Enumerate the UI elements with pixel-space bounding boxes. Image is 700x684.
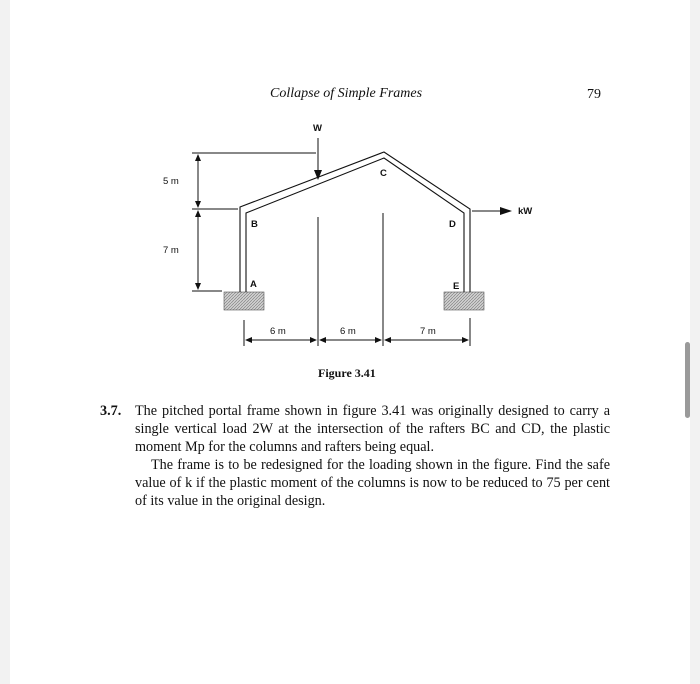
frame	[240, 152, 470, 292]
label-load-w: W	[313, 123, 322, 134]
label-node-a: A	[250, 279, 257, 290]
problem-3-7	[100, 402, 610, 510]
running-title: Collapse of Simple Frames	[270, 86, 423, 101]
dim-rise-height: 5 m	[163, 176, 179, 187]
right-support-base	[444, 292, 484, 310]
page-number: 79	[587, 87, 601, 102]
dim-span-2: 6 m	[340, 326, 356, 337]
dim-span-1: 6 m	[270, 326, 286, 337]
figure-caption: Figure 3.41	[318, 366, 376, 380]
problem-paragraph-2: The frame is to be redesigned for the loading shown in the figure. Find the safe value of k if the plastic moment of the columns is now to be reduced to 75 per cent of its value in the original design.	[135, 457, 610, 509]
label-node-c: C	[380, 168, 387, 179]
load-w-arrow	[314, 138, 322, 180]
problem-paragraph-1	[100, 402, 610, 456]
load-kw-arrow	[472, 207, 512, 215]
left-support-base	[224, 292, 264, 310]
problem-statement: The pitched portal frame shown in figure 3.41 was originally designed to carry a single vertical load 2W at the intersection of the rafters BC and CD, the plastic moment Mp for the columns and rafters being equal.	[135, 403, 610, 455]
problem-number: 3.7.	[100, 403, 122, 419]
label-load-kw: kW	[518, 206, 533, 217]
dim-column-height: 7 m	[163, 245, 179, 256]
dim-span-3: 7 m	[420, 326, 436, 337]
label-node-b: B	[251, 219, 258, 230]
label-node-d: D	[449, 219, 456, 230]
label-node-e: E	[453, 281, 460, 292]
